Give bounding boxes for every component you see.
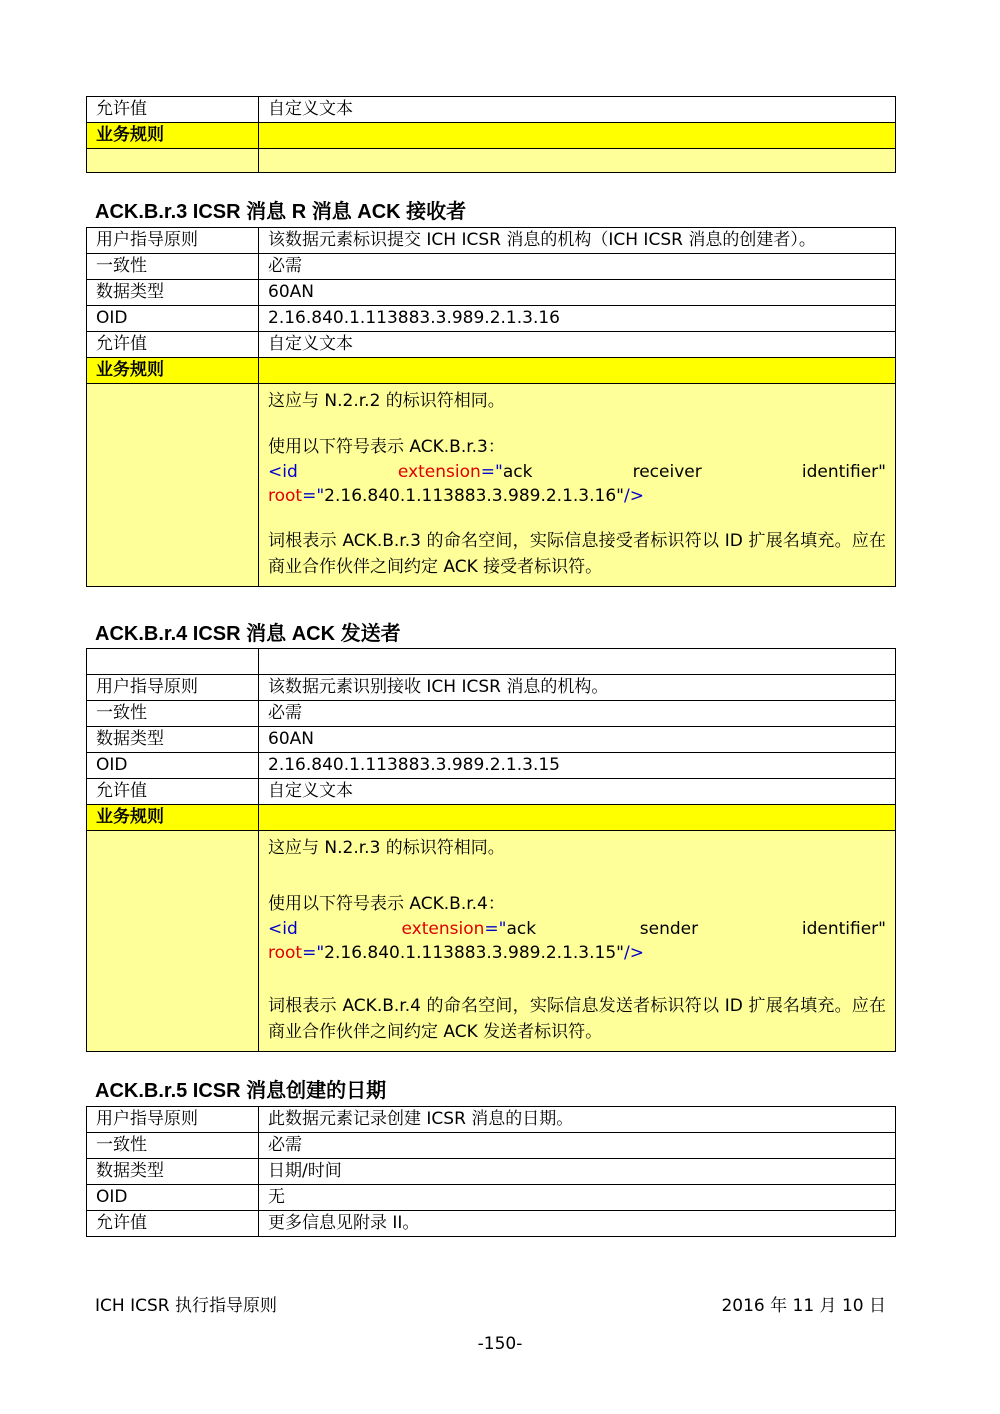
row-label: 用户指导原则 xyxy=(87,1107,259,1133)
row-label: 数据类型 xyxy=(87,280,259,306)
xml-root-value: 2.16.840.1.113883.3.989.2.1.3.16" xyxy=(324,486,624,506)
xml-close-tag: /> xyxy=(623,943,644,963)
row-value: 自定义文本 xyxy=(259,779,896,805)
xml-extension-word: receiver xyxy=(632,462,702,482)
row-label: 一致性 xyxy=(87,254,259,280)
row-value: 2.16.840.1.113883.3.989.2.1.3.15 xyxy=(259,753,896,779)
table-row xyxy=(87,97,896,123)
row-value: 日期/时间 xyxy=(259,1159,896,1185)
business-rules-body-row xyxy=(87,384,896,587)
table-row xyxy=(87,332,896,358)
row-label: OID xyxy=(87,306,259,332)
rule-line: 这应与 N.2.r.2 的标识符相同。 xyxy=(268,391,505,411)
row-value xyxy=(259,649,896,675)
table-row xyxy=(87,701,896,727)
business-rules-row xyxy=(87,358,896,384)
table-row xyxy=(87,306,896,332)
xml-snippet-line-1 xyxy=(268,460,886,484)
row-label: 数据类型 xyxy=(87,1159,259,1185)
table-row xyxy=(87,228,896,254)
row-value: 无 xyxy=(259,1185,896,1211)
table-row xyxy=(87,649,896,675)
row-label: 用户指导原则 xyxy=(87,675,259,701)
table-row xyxy=(87,779,896,805)
section-heading-ack-b-r-4: ACK.B.r.4 ICSR 消息 ACK 发送者 xyxy=(95,623,401,645)
xml-extension-attr: extension xyxy=(397,462,481,482)
business-rules-label: 业务规则 xyxy=(87,358,259,384)
xml-extension-word: ack xyxy=(506,919,537,939)
xml-root-attr: root xyxy=(268,486,303,506)
row-label: 允许值 xyxy=(87,1211,259,1237)
business-rules-row xyxy=(87,805,896,831)
spec-table-ack-b-r-5 xyxy=(86,1106,896,1237)
row-value: 60AN xyxy=(259,280,896,306)
table-row xyxy=(87,727,896,753)
row-value: 必需 xyxy=(259,1133,896,1159)
row-label: OID xyxy=(87,1185,259,1211)
row-value: 此数据元素记录创建 ICSR 消息的日期。 xyxy=(259,1107,896,1133)
section-heading-ack-b-r-5: ACK.B.r.5 ICSR 消息创建的日期 xyxy=(95,1080,387,1102)
business-rules-header-empty xyxy=(259,358,896,384)
xml-snippet-line-1 xyxy=(268,917,886,941)
business-rules-content xyxy=(259,831,896,1052)
page-number: -150- xyxy=(477,1334,523,1354)
row-label: OID xyxy=(87,753,259,779)
business-rules-body-row xyxy=(87,831,896,1052)
rule-note: 词根表示 ACK.B.r.4 的命名空间，实际信息发送者标识符以 ID 扩展名填充。应在商业合作伙伴之间约定 ACK 发送者标识符。 xyxy=(268,996,886,1042)
xml-close-tag: /> xyxy=(623,486,644,506)
rule-note: 词根表示 ACK.B.r.3 的命名空间，实际信息接受者标识符以 ID 扩展名填充。应在商业合作伙伴之间约定 ACK 接受者标识符。 xyxy=(268,531,886,577)
row-value: 该数据元素标识提交 ICH ICSR 消息的机构（ICH ICSR 消息的创建者）。 xyxy=(259,228,896,254)
business-rules-body-empty xyxy=(87,149,259,173)
xml-root-attr: root xyxy=(268,943,303,963)
business-rules-body-empty xyxy=(87,831,259,1052)
table-row xyxy=(87,1133,896,1159)
xml-open-tag: <id xyxy=(268,919,298,939)
row-label: 数据类型 xyxy=(87,727,259,753)
xml-extension-word: ack xyxy=(502,462,533,482)
row-value: 自定义文本 xyxy=(259,332,896,358)
table-row xyxy=(87,1107,896,1133)
row-value: 2.16.840.1.113883.3.989.2.1.3.16 xyxy=(259,306,896,332)
xml-extension-attr: extension xyxy=(401,919,485,939)
business-rules-label: 业务规则 xyxy=(87,123,259,149)
section-heading-ack-b-r-3: ACK.B.r.3 ICSR 消息 R 消息 ACK 接收者 xyxy=(95,201,467,223)
row-label: 一致性 xyxy=(87,1133,259,1159)
business-rules-row xyxy=(87,123,896,149)
xml-extension-word: sender xyxy=(639,919,699,939)
xml-snippet-line-2 xyxy=(268,941,886,965)
business-rules-header-empty xyxy=(259,805,896,831)
row-label: 允许值 xyxy=(87,332,259,358)
row-label: 允许值 xyxy=(87,97,259,123)
xml-snippet-line-2 xyxy=(268,484,886,508)
row-value: 必需 xyxy=(259,701,896,727)
row-label: 一致性 xyxy=(87,701,259,727)
spec-table-ack-b-r-3 xyxy=(86,227,896,587)
row-label: 允许值 xyxy=(87,779,259,805)
business-rules-header-empty xyxy=(259,123,896,149)
row-label xyxy=(87,649,259,675)
business-rules-body-empty xyxy=(87,384,259,587)
row-value: 必需 xyxy=(259,254,896,280)
xml-eq-quote: =" xyxy=(480,462,503,482)
business-rules-content xyxy=(259,384,896,587)
business-rules-label: 业务规则 xyxy=(87,805,259,831)
business-rules-body-row xyxy=(87,149,896,173)
table-row xyxy=(87,753,896,779)
row-label: 用户指导原则 xyxy=(87,228,259,254)
xml-extension-word: identifier" xyxy=(801,462,886,482)
business-rules-body-content xyxy=(259,149,896,173)
xml-extension-word: identifier" xyxy=(801,919,886,939)
xml-eq-quote: =" xyxy=(484,919,507,939)
rule-line: 这应与 N.2.r.3 的标识符相同。 xyxy=(268,838,505,858)
top-spec-table xyxy=(86,96,896,173)
xml-root-value: 2.16.840.1.113883.3.989.2.1.3.15" xyxy=(324,943,624,963)
xml-eq-quote: =" xyxy=(302,943,325,963)
footer-date: 2016 年 11 月 10 日 xyxy=(721,1296,886,1316)
table-row xyxy=(87,1211,896,1237)
row-value: 该数据元素识别接收 ICH ICSR 消息的机构。 xyxy=(259,675,896,701)
table-row xyxy=(87,1185,896,1211)
rule-line: 使用以下符号表示 ACK.B.r.3： xyxy=(268,437,505,457)
table-row xyxy=(87,280,896,306)
table-row xyxy=(87,675,896,701)
row-value: 更多信息见附录 II。 xyxy=(259,1211,896,1237)
row-value: 60AN xyxy=(259,727,896,753)
xml-eq-quote: =" xyxy=(302,486,325,506)
spec-table-ack-b-r-4 xyxy=(86,648,896,1052)
xml-open-tag: <id xyxy=(268,462,298,482)
footer-title: ICH ICSR 执行指导原则 xyxy=(95,1296,277,1316)
table-row xyxy=(87,1159,896,1185)
rule-line: 使用以下符号表示 ACK.B.r.4： xyxy=(268,894,505,914)
row-value: 自定义文本 xyxy=(259,97,896,123)
table-row xyxy=(87,254,896,280)
